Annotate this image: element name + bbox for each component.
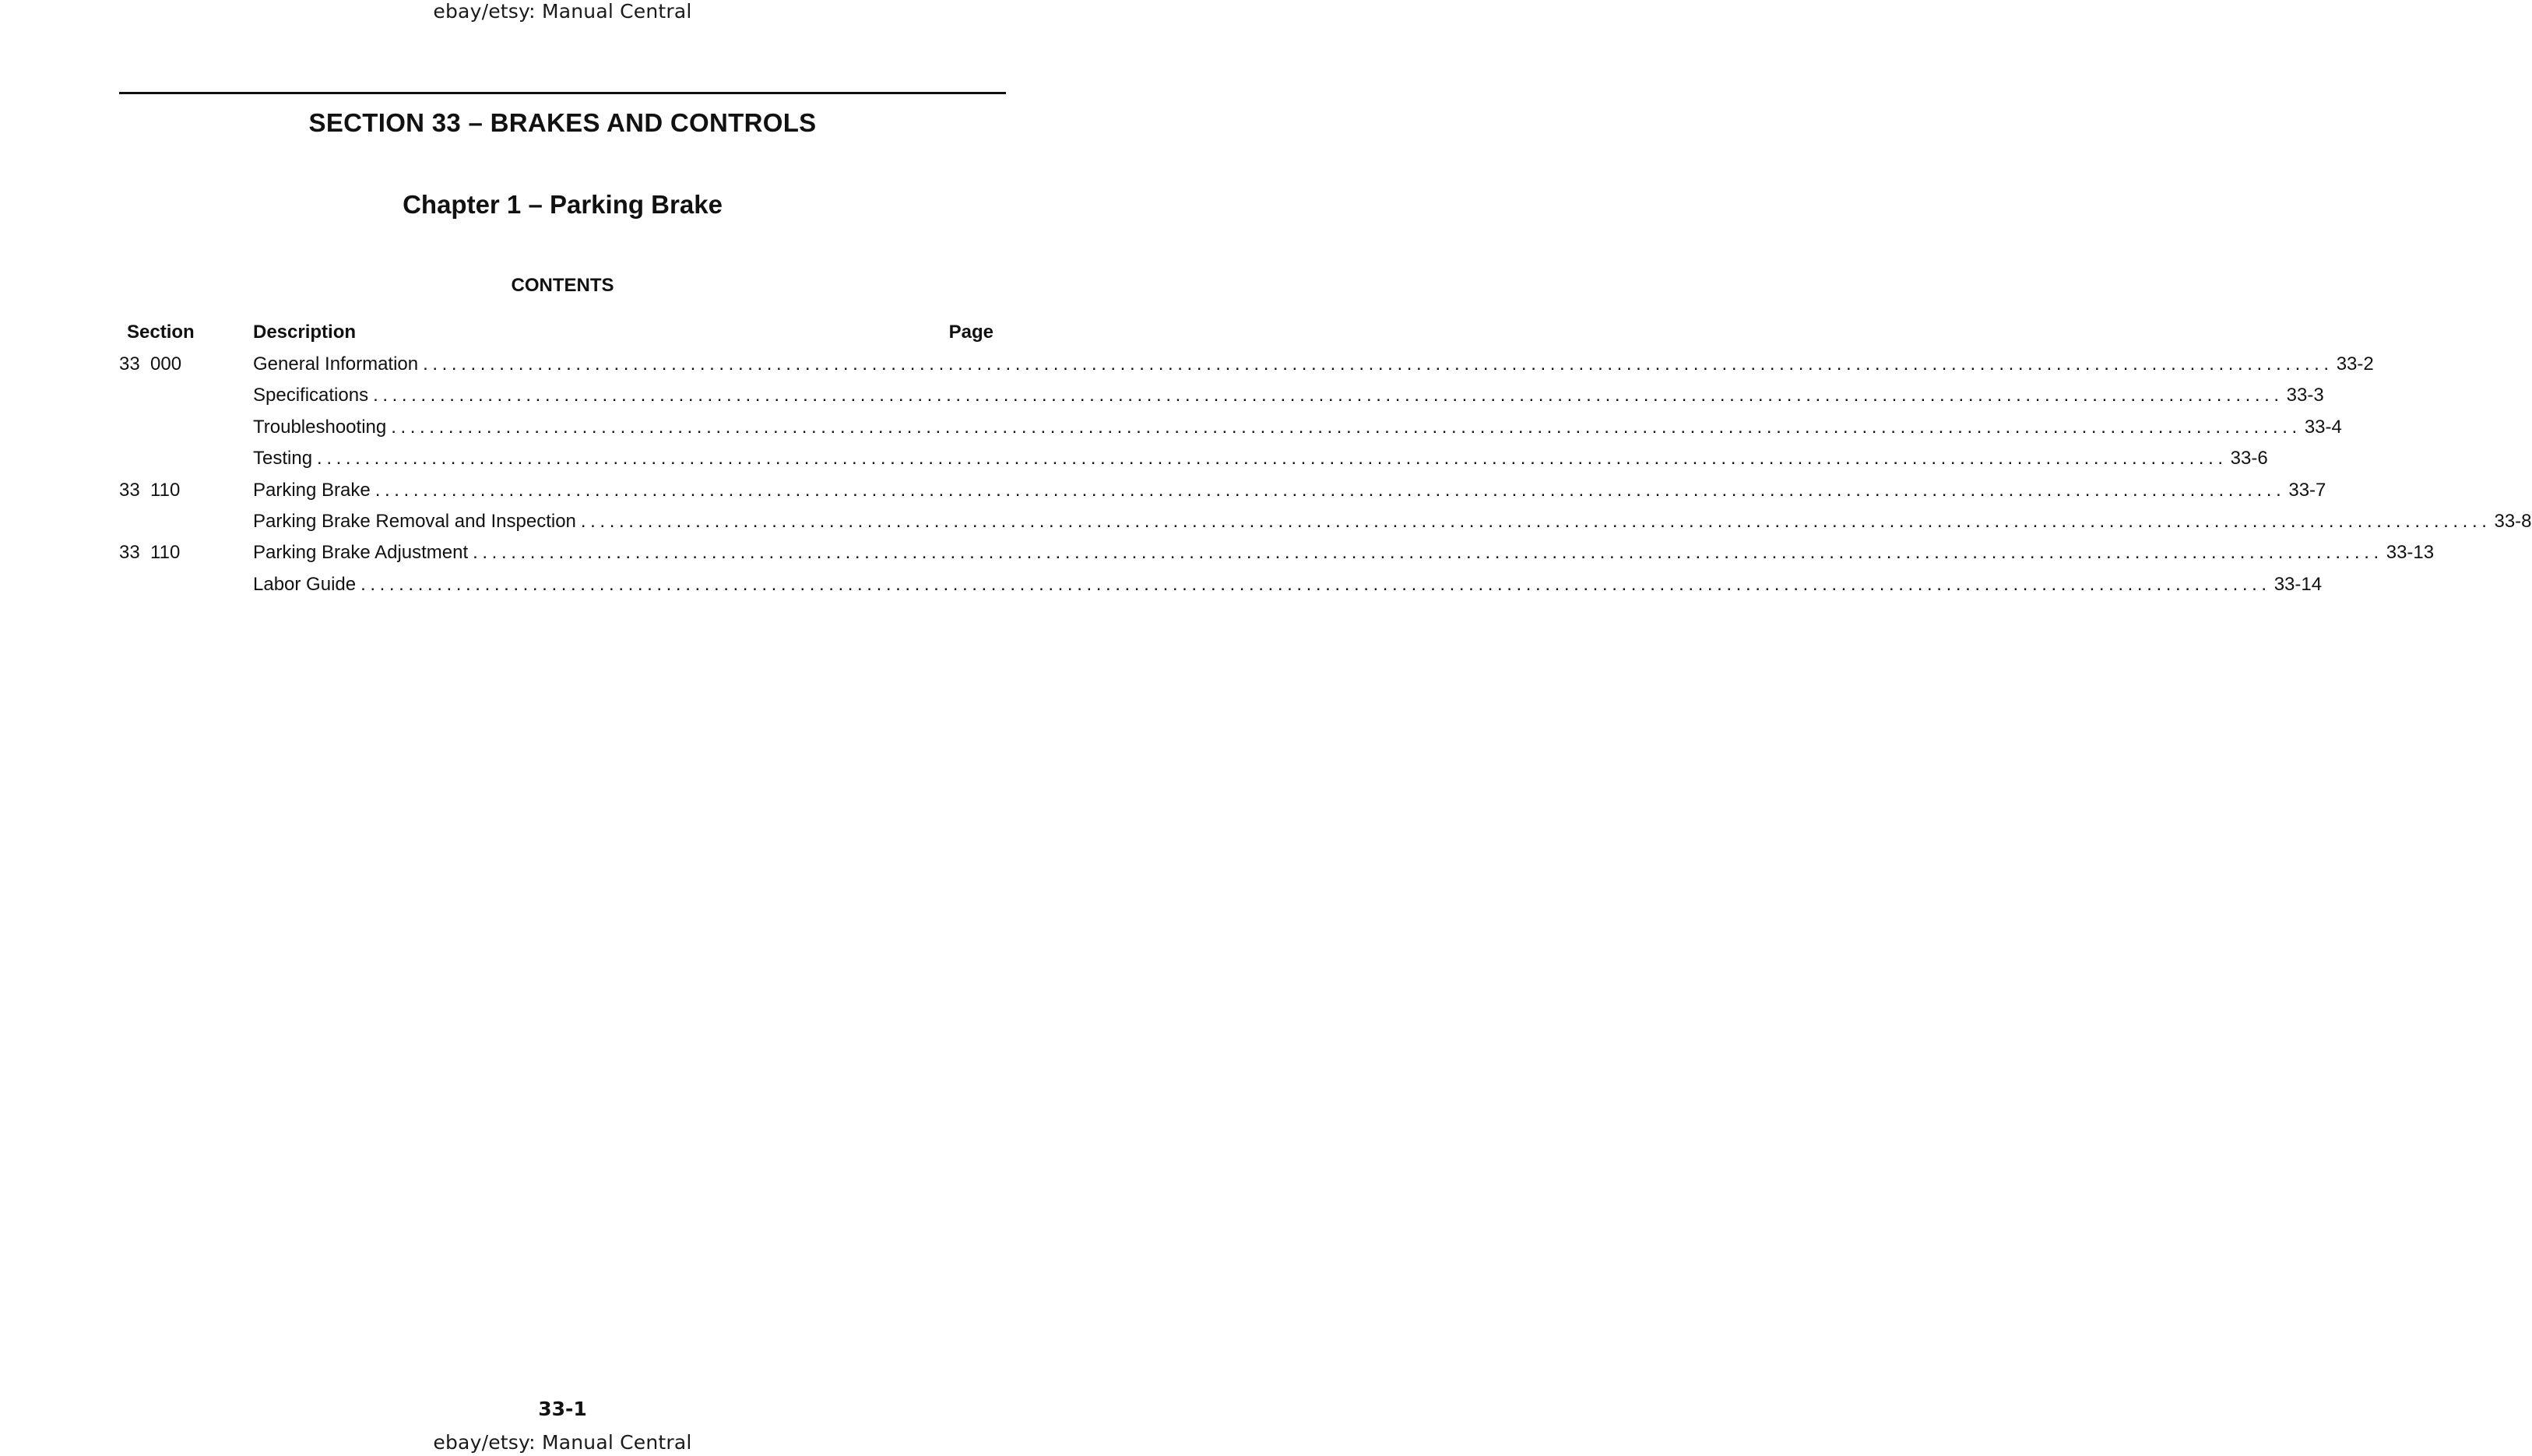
toc-page-number: 33-4 <box>2304 416 2342 438</box>
toc-leader-dots: ........................................................................................................................................................................................................ <box>360 573 2271 595</box>
toc-description: General Information <box>253 353 419 375</box>
section-title: SECTION 33 – BRAKES AND CONTROLS <box>308 108 817 137</box>
toc-row <box>119 540 2435 571</box>
page-number: 33-1 <box>538 1398 587 1420</box>
chapter-title: Chapter 1 – Parking Brake <box>403 190 723 219</box>
toc-entry-link[interactable] <box>253 477 2326 504</box>
toc-entry-link[interactable] <box>253 508 2532 535</box>
toc-section-number: 33 110 <box>119 479 181 501</box>
toc-page-number: 33-2 <box>2336 353 2374 375</box>
toc-page-number: 33-6 <box>2230 448 2268 470</box>
watermark-top: ebay/etsy: Manual Central <box>433 0 692 23</box>
toc-page-number: 33-8 <box>2494 510 2532 532</box>
toc-entry-link[interactable] <box>253 414 2342 441</box>
toc-leader-dots: ........................................................................................................................................................................................................ <box>373 385 2284 406</box>
toc-row <box>119 445 2268 477</box>
toc-leader-dots: ........................................................................................................................................................................................................ <box>423 353 2333 375</box>
toc-entry-link[interactable] <box>253 445 2268 472</box>
toc-description: Parking Brake Adjustment <box>253 542 469 564</box>
toc-row <box>119 382 2324 413</box>
toc-entry-link[interactable] <box>253 571 2323 598</box>
table-of-contents <box>119 351 2532 603</box>
toc-description: Troubleshooting <box>253 416 387 438</box>
toc-entry-link[interactable] <box>253 382 2324 409</box>
toc-page-number: 33-13 <box>2386 542 2435 564</box>
toc-entry-link[interactable] <box>253 351 2374 378</box>
watermark-bottom: ebay/etsy: Manual Central <box>433 1431 692 1454</box>
toc-leader-dots: ........................................................................................................................................................................................................ <box>317 448 2228 470</box>
toc-section-number: 33 000 <box>119 353 182 375</box>
toc-description: Parking Brake <box>253 479 371 501</box>
toc-entry-link[interactable] <box>253 540 2435 566</box>
toc-row <box>119 351 2374 382</box>
toc-leader-dots: ........................................................................................................................................................................................................ <box>473 542 2383 564</box>
toc-row <box>119 414 2342 445</box>
toc-header-section: Section <box>127 322 195 343</box>
contents-heading: CONTENTS <box>511 275 614 296</box>
toc-page-number: 33-3 <box>2286 385 2324 406</box>
toc-leader-dots: ........................................................................................................................................................................................................ <box>391 416 2302 438</box>
toc-section-number: 33 110 <box>119 542 181 564</box>
toc-description: Specifications <box>253 385 369 406</box>
toc-header-page: Page <box>948 322 993 343</box>
toc-header-description: Description <box>253 322 357 343</box>
toc-description: Testing <box>253 448 313 470</box>
toc-page-number: 33-7 <box>2288 479 2326 501</box>
toc-row <box>119 571 2323 603</box>
toc-leader-dots: ........................................................................................................................................................................................................ <box>580 510 2492 532</box>
toc-row <box>119 477 2326 508</box>
header-rule <box>119 92 1006 94</box>
toc-leader-dots: ........................................................................................................................................................................................................ <box>375 479 2286 501</box>
toc-page-number: 33-14 <box>2274 573 2323 595</box>
toc-row <box>119 508 2532 540</box>
toc-description: Parking Brake Removal and Inspection <box>253 510 576 532</box>
toc-description: Labor Guide <box>253 573 357 595</box>
